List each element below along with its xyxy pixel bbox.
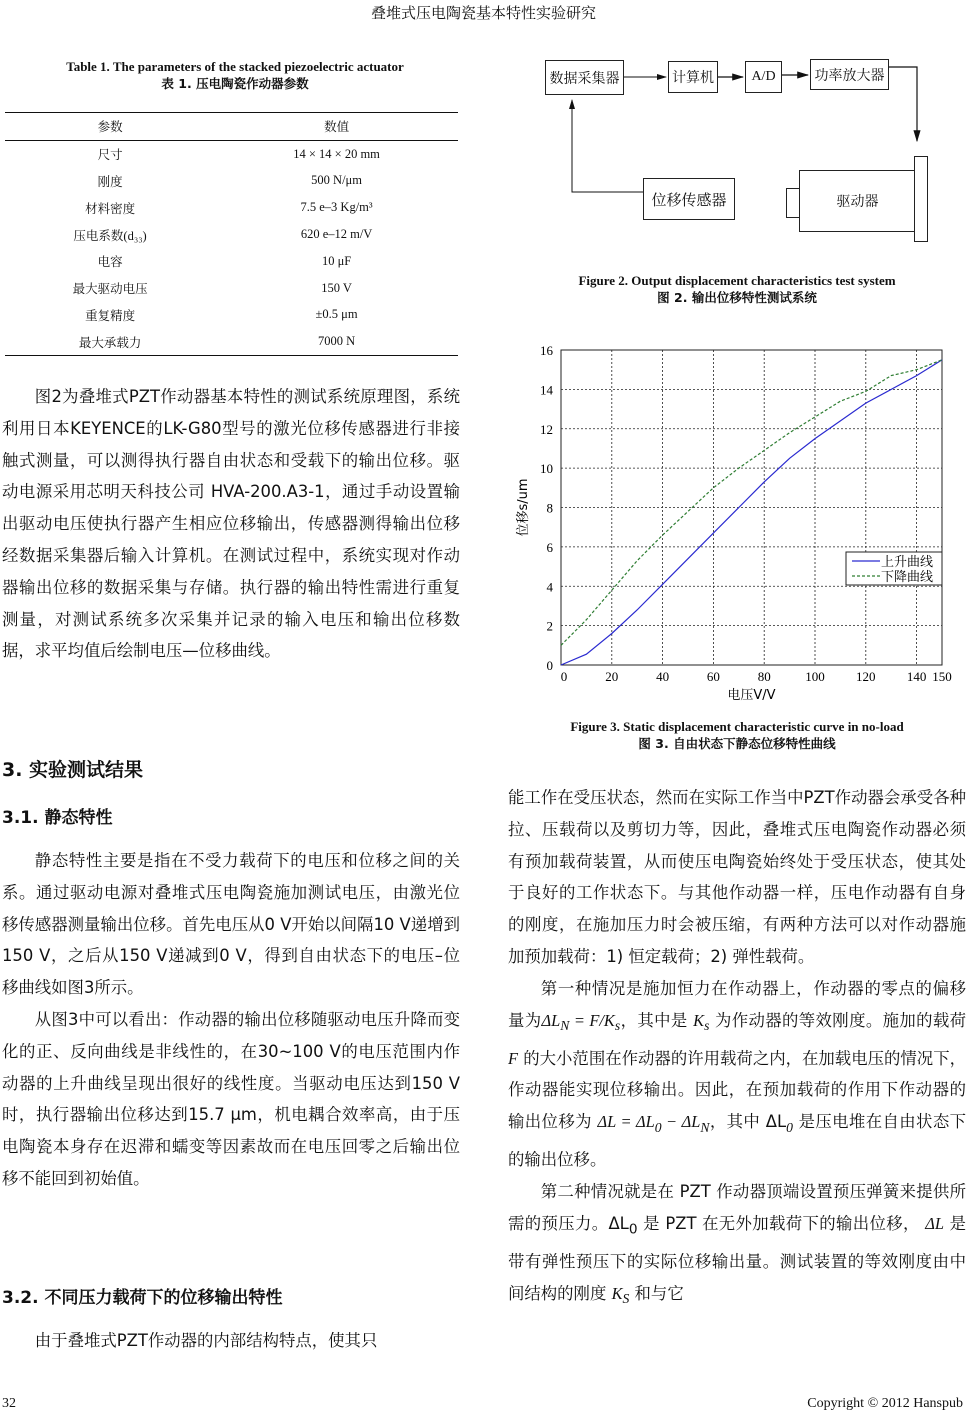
parameters-table — [5, 112, 458, 356]
x-tick-label: 60 — [706, 669, 720, 684]
figure-3-chart — [510, 340, 965, 710]
text: 为作动器的等效刚度。施加的载荷 — [709, 1010, 966, 1030]
text: 第一种情况是施加恒力在作动器上，作动器的零点的偏移量为 — [508, 978, 966, 1030]
y-tick-label: 4 — [546, 579, 553, 595]
figure-caption-zh: 图 3. 自由状态下静态位移特性曲线 — [638, 736, 836, 751]
text: 是带有弹性预压下的实际位移输出量。测试装置的等效刚度由中间结构的刚度 — [508, 1213, 966, 1303]
legend-label: 下降曲线 — [881, 570, 934, 585]
y-axis-label: 位移s/um — [516, 478, 531, 537]
paragraph: 能工作在受压状态，然而在实际工作当中PZT作动器会承受各种拉、压载荷以及剪切力等，因此，叠堆式压电陶瓷作动器必须有预加载荷装置，从而使压电陶瓷始终处于受压状态，使其处于良好的工作状态下。与其他作动器一样，压电作动器有自身的刚度，在施加压力时会被压缩，有两种方法可以对作动器施加预加载荷：1) 恒定载荷；2) 弹性载荷。 — [508, 788, 966, 966]
formula: ΔL — [925, 1213, 945, 1233]
left-column-3 — [2, 1325, 460, 1357]
x-tick-label: 0 — [560, 669, 568, 684]
figure-2-diagram — [520, 45, 960, 245]
param-name-cell: 刚度 — [97, 174, 123, 189]
y-tick-label: 2 — [546, 618, 553, 634]
figure-3-caption — [508, 718, 966, 752]
param-value-cell: 7000 N — [318, 334, 356, 349]
table-caption — [0, 58, 470, 92]
section-heading: 3. 实验测试结果 — [2, 759, 144, 781]
x-tick-label: 40 — [656, 669, 670, 684]
x-tick-label: 120 — [856, 669, 876, 684]
series-line-1 — [561, 360, 942, 645]
param-value-cell: ±0.5 μm — [315, 307, 358, 322]
table-row — [5, 221, 458, 248]
table-row — [5, 140, 458, 167]
text: 是压电堆在自由状态下的输出位移。 — [508, 1112, 966, 1170]
param-name-cell: 压电系数(d₃₃) — [73, 228, 147, 243]
formula-sub: s — [704, 1017, 710, 1033]
formula: ΔL = ΔL — [597, 1112, 655, 1132]
box-ad-converter: A/D — [745, 61, 782, 93]
formula: − ΔL — [661, 1112, 701, 1132]
driver-plate — [914, 156, 928, 242]
table-caption-zh: 表 1. 压电陶瓷作动器参数 — [161, 76, 309, 91]
box-power-amplifier: 功率放大器 — [810, 59, 889, 90]
paragraph: 由于叠堆式PZT作动器的内部结构特点，使其只 — [34, 1331, 378, 1350]
y-tick-label: 8 — [546, 500, 553, 516]
running-header: 叠堆式压电陶瓷基本特性实验研究 — [370, 4, 596, 22]
table-row — [5, 248, 458, 275]
right-column — [508, 782, 966, 1316]
x-tick-label: 80 — [757, 669, 771, 684]
x-tick-label: 150 — [932, 669, 952, 684]
box-driver: 驱动器 — [799, 170, 916, 232]
formula-sub: 0 — [628, 1221, 638, 1238]
formula-sub: 0 — [786, 1119, 793, 1135]
param-value-cell: 150 V — [321, 280, 352, 295]
column-header: 参数 — [97, 120, 123, 135]
paragraph: 静态特性主要是指在不受力载荷下的电压和位移之间的关系。通过驱动电源对叠堆式压电陶瓷施加测试电压，由激光位移传感器测量输出位移。首先电压从0 V开始以间隔10 V递增到150 V，之后从150 V递减到0 V，得到自由状态下的电压–位移曲线如图3所示。 — [2, 851, 460, 998]
formula: K — [693, 1010, 705, 1030]
figure-caption-en: Figure 2. Output displacement characteristics test system — [578, 273, 896, 288]
y-tick-label: 6 — [546, 539, 553, 555]
box-data-acquisition: 数据采集器 — [545, 60, 624, 95]
table-caption-en: Table 1. The parameters of the stacked piezoelectric actuator — [66, 59, 404, 74]
param-value-cell: 620 e–12 m/V — [300, 227, 373, 242]
figure-2-caption — [508, 272, 966, 306]
formula: ΔL — [541, 1010, 561, 1030]
x-tick-label: 140 — [906, 669, 927, 684]
param-value-cell: 14 × 14 × 20 mm — [293, 146, 380, 161]
formula: K — [611, 1283, 623, 1303]
column-header: 数值 — [324, 120, 350, 135]
param-name-cell: 尺寸 — [97, 148, 123, 163]
page-number: 32 — [2, 1396, 16, 1411]
text: 是 PZT 在无外加载荷下的输出位移， — [637, 1213, 926, 1233]
formula-sub: N — [700, 1119, 710, 1135]
param-name-cell: 重复精度 — [85, 308, 136, 323]
paragraph-formula-1 — [508, 973, 966, 1176]
box-computer: 计算机 — [668, 61, 718, 93]
table-row — [5, 168, 458, 195]
driver-left-stub — [786, 188, 800, 218]
param-value-cell: 7.5 e–3 Kg/m³ — [300, 200, 373, 215]
y-tick-label: 16 — [540, 343, 553, 358]
left-column — [2, 381, 460, 667]
paragraph: 从图3中可以看出：作动器的输出位移随驱动电压升降而变化的正、反向曲线是非线性的，在30~100 V的电压范围内作动器的上升曲线呈现出很好的线性度。当驱动电压达到150 V时，执行器输出位移达到15.7 μm，机电耦合效率高，由于压电陶瓷本身存在迟滞和蠕变等因素故而在电压回零之后输出位移不能回到初始值。 — [2, 1009, 460, 1188]
text: ，其中是 — [620, 1010, 694, 1030]
text: 和与它 — [629, 1283, 684, 1303]
box-displacement-sensor: 位移传感器 — [643, 178, 735, 220]
subsection-heading: 3.1. 静态特性 — [2, 808, 113, 828]
y-tick-label: 10 — [540, 461, 553, 477]
paragraph-formula-2 — [508, 1176, 966, 1316]
table-row — [5, 275, 458, 302]
formula: F — [508, 1048, 519, 1068]
legend-label: 上升曲线 — [881, 555, 934, 570]
formula-sub: N — [560, 1017, 570, 1033]
formula-sub: 0 — [654, 1119, 662, 1135]
subsection-heading: 3.2. 不同压力载荷下的位移输出特性 — [2, 1288, 283, 1308]
formula-sub: s — [614, 1017, 621, 1033]
left-column-2 — [2, 845, 460, 1195]
table-row — [5, 302, 458, 329]
param-value-cell: 500 N/μm — [311, 173, 362, 188]
figure-caption-zh: 图 2. 输出位移特性测试系统 — [657, 290, 817, 305]
table-row — [5, 328, 458, 355]
param-name-cell: 材料密度 — [85, 201, 136, 216]
text: ，其中 ΔL — [709, 1112, 787, 1132]
formula-sub: S — [622, 1291, 630, 1307]
y-tick-label: 14 — [540, 382, 553, 398]
paragraph: 图2为叠堆式PZT作动器基本特性的测试系统原理图，系统利用日本KEYENCE的LK-G80型号的激光位移传感器进行非接触式测量，可以测得执行器自由状态和受载下的输出位移。驱动电源采用芯明天科技公司 HVA-200.A3-1，通过手动设置输出驱动电压使执行器产生相应位移输出，传感器测得输出位移经数据采集器后输入计算机。在测试过程中，系统实现对作动器输出位移的数据采集与存储。执行器的输出特性需进行重复测量，对测试系统多次采集并记录的输入电压和输出位移数据，求平均值后绘制电压—位移曲线。 — [2, 387, 460, 661]
table-row — [5, 194, 458, 221]
param-value-cell: 10 μF — [321, 253, 352, 268]
x-axis-label: 电压V/V — [727, 688, 776, 703]
param-name-cell: 电容 — [97, 255, 123, 270]
figure-caption-en: Figure 3. Static displacement characteristic curve in no-load — [570, 719, 904, 734]
y-tick-label: 12 — [540, 421, 553, 437]
x-tick-label: 100 — [805, 669, 825, 684]
y-tick-label: 0 — [546, 658, 553, 673]
x-tick-label: 20 — [605, 669, 619, 684]
formula: = F/K — [569, 1010, 615, 1030]
param-name-cell: 最大驱动电压 — [72, 282, 148, 297]
text: 第二种情况就是在 PZT 作动器顶端设置预压弹簧来提供所需的预压力。ΔL — [508, 1182, 966, 1233]
text: 的大小范围在作动器的许用载荷之内，在加载电压的情况下，作动器能实现位移输出。因此，在预加载荷的作用下作动器的输出位移为 — [508, 1048, 966, 1132]
param-name-cell: 最大承载力 — [78, 335, 142, 350]
series-line-0 — [561, 360, 942, 665]
copyright: Copyright © 2012 Hanspub — [807, 1396, 963, 1411]
